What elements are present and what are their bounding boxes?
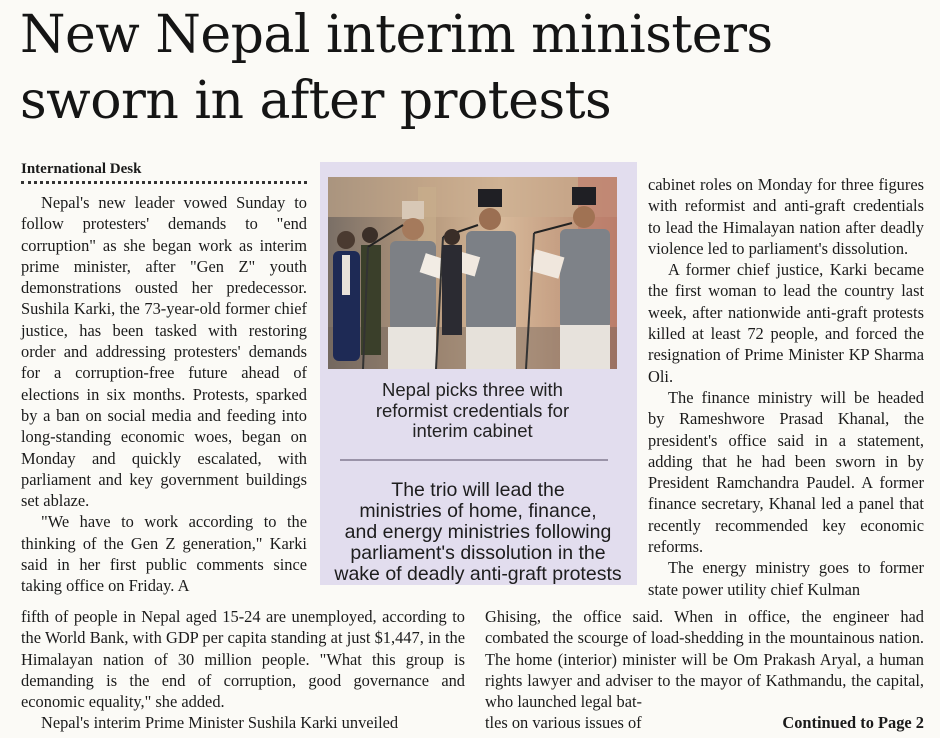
headline-line-2: sworn in after protests <box>20 71 612 131</box>
photo-caption <box>330 380 615 442</box>
continued-link[interactable]: Continued to Page 2 <box>782 713 924 733</box>
pull-quote-line-4: parliament's dissolution in the <box>350 542 606 564</box>
bottom-right-text: Ghising, the office said. When in office, the engineer had combated the scourge of load-shedding in the mountainous nation. The home (interior) minister will be Om Prakash Aryal, a human rights lawyer and adviser to the mayor of Kathmandu, the capital, who launched legal bat- <box>485 607 924 712</box>
pull-quote <box>328 480 628 585</box>
pull-quote-line-1: The trio will lead the <box>391 479 565 501</box>
pull-quote-line-3: and energy ministries following <box>344 521 612 543</box>
headline-line-1: New Nepal interim ministers <box>20 5 773 65</box>
pull-quote-line-2: ministries of home, finance, <box>359 500 597 522</box>
caption-line-3: interim cabinet <box>412 420 533 441</box>
right-paragraph-3: The energy ministry goes to former state power utility chief Kulman <box>648 558 924 599</box>
left-paragraph-2: "We have to work according to the thinking of the Gen Z generation," Karki said in her first public comments since taking office on Friday. A <box>21 512 307 596</box>
bottom-left-paragraph-2: Nepal's interim Prime Minister Sushila Karki unveiled <box>41 713 399 733</box>
bottom-right-last-text: tles on various issues of <box>485 713 642 733</box>
caption-line-1: Nepal picks three with <box>382 379 563 400</box>
right-paragraph-2: The finance ministry will be headed by Rameshwore Prasad Khanal, the president's office said in a statement, adding that he had been sworn in by President Ramchandra Paudel. A former finance secretary, Khanal led a panel that recently recommended key economic reforms. <box>648 387 924 557</box>
dotted-divider <box>21 181 307 184</box>
byline: International Desk <box>21 161 142 177</box>
headline <box>20 2 930 134</box>
right-paragraph-1: A former chief justice, Karki became the first woman to lead the country last week, after nationwide anti-graft protests killed at least 72 people, and forced the resignation of Prime Minister KP Sharma Oli. <box>648 260 924 386</box>
right-paragraph-0: cabinet roles on Monday for three figures with reformist and anti-graft credentials to lead the Himalayan nation after deadly violence led to parliament's dissolution. <box>648 175 924 258</box>
pull-quote-line-5: wake of deadly anti-graft protests <box>334 563 622 585</box>
bottom-right-last-line <box>485 712 924 733</box>
caption-line-2: reformist credentials for <box>375 399 570 421</box>
bottom-left-block <box>21 606 465 734</box>
left-paragraph-1: Nepal's new leader vowed Sunday to follow protesters' demands to "end corruption" as she began work as interim prime minister, after "Gen Z" youth demonstrations ousted her predecessor. Sushila Karki, the 73-year-old former chief justice, has been tasked with restoring order and addressing protesters' demands for a corruption-free future ahead of elections in six months. Protests, sparked by a ban on social media and feeding into long-standing economic woes, began on Monday and quickly escalated, with parliament and key government buildings set ablaze. <box>21 193 307 511</box>
caption-divider <box>340 459 608 461</box>
bottom-left-text: fifth of people in Nepal aged 15-24 are unemployed, according to the World Bank, with GDP per capita standing at just $1,447, in the Himalayan nation of 30 million people. "What this group is demanding is the end of corruption, good governance and economic equality," she added. <box>21 607 465 712</box>
bottom-right-block <box>485 606 924 734</box>
right-column <box>648 174 924 600</box>
left-column <box>21 192 307 597</box>
photo-of-ministers-sworn-in <box>328 177 617 369</box>
